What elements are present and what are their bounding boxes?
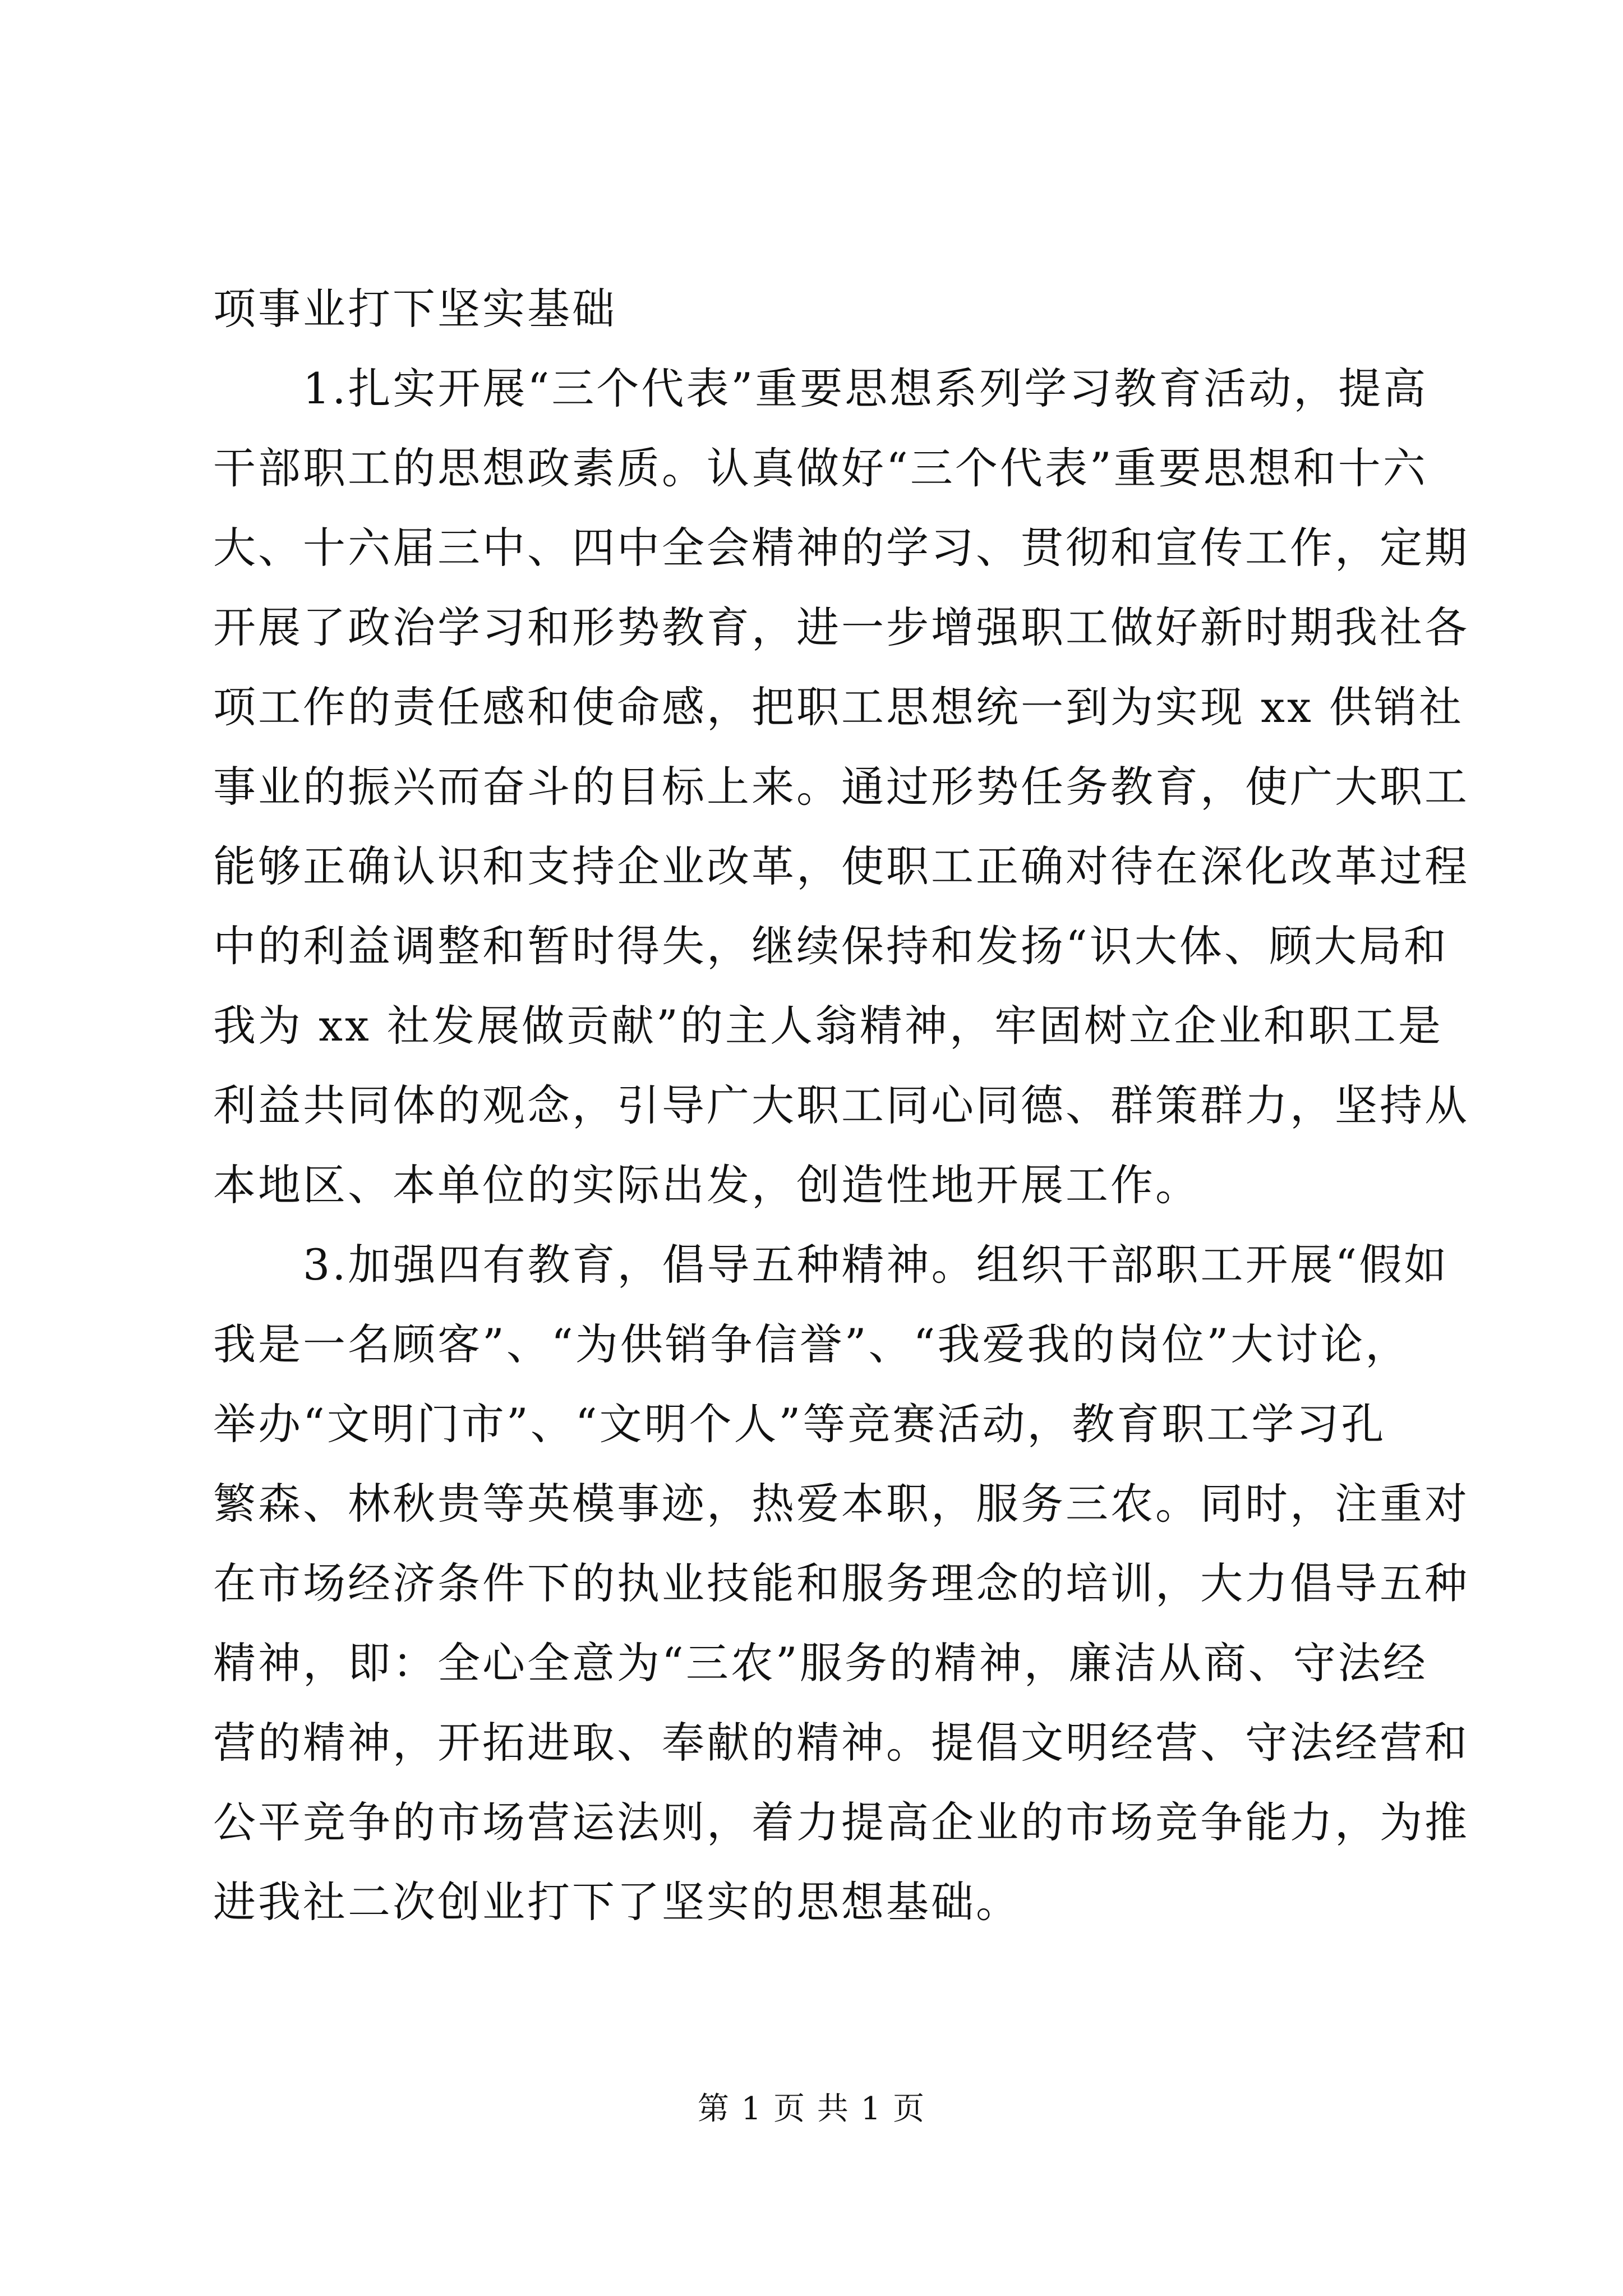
page-footer: 第 1 页 共 1 页	[697, 2091, 926, 2127]
paragraph-line: 能够正确认识和支持企业改革，使职工正确对待在深化改革过程	[213, 841, 1469, 891]
paragraph-line: 项工作的责任感和使命感，把职工思想统一到为实现 xx 供销社	[213, 682, 1464, 732]
paragraph-line: 我是一名顾客”、“为供销争信誉”、“我爱我的岗位”大讨论，	[213, 1319, 1410, 1369]
paragraph-line: 营的精神，开拓进取、奉献的精神。提倡文明经营、守法经营和	[213, 1718, 1469, 1768]
paragraph-line: 本地区、本单位的实际出发，创造性地开展工作。	[213, 1160, 1200, 1210]
document-body	[213, 269, 1469, 1942]
paragraph-line: 1.扎实开展“三个代表”重要思想系列学习教育活动，提高	[303, 364, 1428, 413]
paragraph-line: 精神，即：全心全意为“三农”服务的精神，廉洁从商、守法经	[213, 1638, 1428, 1688]
paragraph-line: 干部职工的思想政素质。认真做好“三个代表”重要思想和十六	[213, 443, 1428, 493]
paragraph-line: 举办“文明门市”、“文明个人”等竞赛活动，教育职工学习孔	[213, 1399, 1386, 1449]
continuation-line: 项事业打下坚实基础	[213, 284, 617, 334]
paragraph-line: 公平竞争的市场营运法则，着力提高企业的市场竞争能力，为推	[213, 1797, 1469, 1847]
paragraph-line: 我为 xx 社发展做贡献”的主人翁精神，牢固树立企业和职工是	[213, 1001, 1443, 1051]
paragraph-line: 利益共同体的观念，引导广大职工同心同德、群策群力，坚持从	[213, 1080, 1469, 1130]
paragraph-line: 中的利益调整和暂时得失，继续保持和发扬“识大体、顾大局和	[213, 921, 1449, 971]
paragraph-line: 在市场经济条件下的执业技能和服务理念的培训，大力倡导五种	[213, 1558, 1469, 1608]
paragraph-line: 开展了政治学习和形势教育，进一步增强职工做好新时期我社各	[213, 602, 1469, 652]
paragraph-line: 大、十六届三中、四中全会精神的学习、贯彻和宣传工作，定期	[213, 523, 1469, 573]
paragraph-line: 繁森、林秋贵等英模事迹，热爱本职，服务三农。同时，注重对	[213, 1479, 1469, 1529]
paragraph-line: 3.加强四有教育，倡导五种精神。组织干部职工开展“假如	[303, 1240, 1449, 1290]
paragraph-1	[213, 349, 1469, 1225]
paragraph-line: 事业的振兴而奋斗的目标上来。通过形势任务教育，使广大职工	[213, 762, 1469, 812]
paragraph-2	[213, 1225, 1469, 1942]
paragraph-line: 进我社二次创业打下了坚实的思想基础。	[213, 1877, 1021, 1927]
